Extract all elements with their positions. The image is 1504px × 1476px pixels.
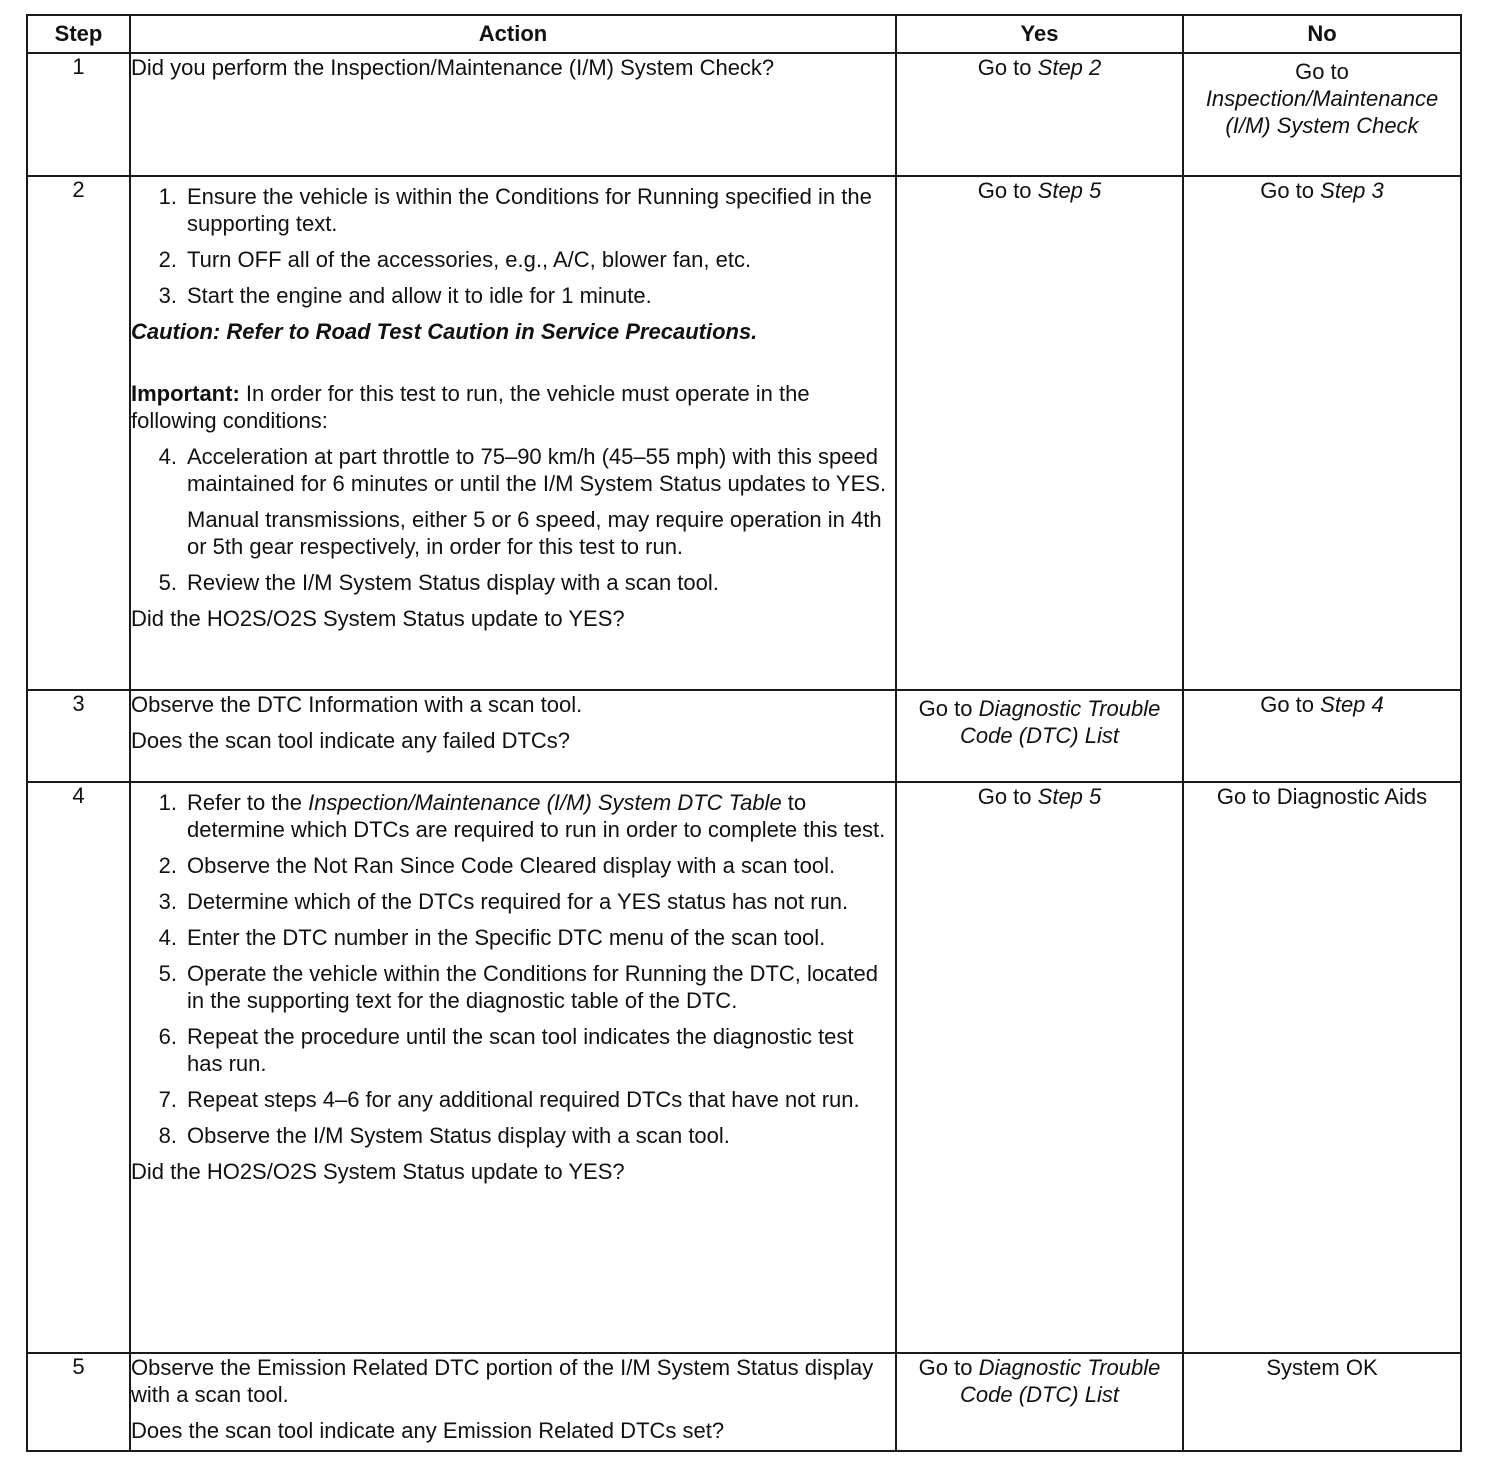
question-text: Did you perform the Inspection/Maintenance (I/M) System Check? xyxy=(131,55,775,80)
list-item: 2. Observe the Not Ran Since Code Cleared display with a scan tool. xyxy=(158,853,836,878)
table-row-step-4 xyxy=(27,782,1461,1353)
step-number: 3 xyxy=(27,690,130,782)
yes-link[interactable]: Step 5 xyxy=(1037,178,1102,203)
question-text: Did the HO2S/O2S System Status update to YES? xyxy=(131,1159,625,1184)
procedure-list xyxy=(131,789,895,1149)
instruction-text: Observe the DTC Information with a scan tool. xyxy=(131,692,583,717)
list-item: 2. Turn OFF all of the accessories, e.g., A/C, blower fan, etc. xyxy=(158,247,752,272)
yes-link[interactable]: Step 5 xyxy=(1037,784,1102,809)
dtc-table-link[interactable]: Inspection/Maintenance (I/M) System DTC Table xyxy=(308,790,782,815)
yes-link[interactable]: Diagnostic Trouble Code (DTC) List xyxy=(960,1355,1161,1407)
no-link[interactable]: Step 4 xyxy=(1320,692,1384,717)
action-cell xyxy=(130,176,896,690)
list-item: 5. Review the I/M System Status display with a scan tool. xyxy=(158,570,719,595)
important-note: Important: In order for this test to run, the vehicle must operate in the following conditions: xyxy=(131,381,810,433)
no-prefix: Go to xyxy=(1260,178,1315,203)
list-item: 1. Ensure the vehicle is within the Conditions for Running specified in the supporting text. xyxy=(158,184,872,236)
list-item: 7. Repeat steps 4–6 for any additional required DTCs that have not run. xyxy=(158,1087,860,1112)
no-cell xyxy=(1183,690,1461,782)
header-action: Action xyxy=(130,15,896,53)
list-item: 5. Operate the vehicle within the Conditions for Running the DTC, located in the supporting text for the diagnostic table of the DTC. xyxy=(158,961,878,1013)
question-text: Did the HO2S/O2S System Status update to YES? xyxy=(131,606,625,631)
no-link[interactable]: Go to Diagnostic Aids xyxy=(1216,784,1428,809)
no-cell xyxy=(1183,782,1461,1353)
table-row-step-5 xyxy=(27,1353,1461,1451)
table-row-step-1 xyxy=(27,53,1461,176)
list-item: 3. Determine which of the DTCs required for a YES status has not run. xyxy=(158,889,849,914)
header-no: No xyxy=(1183,15,1461,53)
caution-text: Caution: Refer to Road Test Caution in Service Precautions. xyxy=(131,319,758,344)
no-link[interactable]: Inspection/Maintenance (I/M) System Check xyxy=(1205,86,1439,138)
list-item: 4. Acceleration at part throttle to 75–90 km/h (45–55 mph) with this speed maintained for 6 minutes or until the I/M System Status updates to YES. Manual transmissions, either 5 or 6 speed, may require operation in 4th or 5th gear respectively, in order for this test to run. xyxy=(131,443,895,560)
list-item: 4. Enter the DTC number in the Specific DTC menu of the scan tool. xyxy=(158,925,826,950)
yes-link[interactable]: Step 2 xyxy=(1037,55,1102,80)
diagnostic-table xyxy=(26,14,1462,1452)
no-link[interactable]: Step 3 xyxy=(1320,178,1384,203)
action-cell xyxy=(130,690,896,782)
yes-prefix: Go to xyxy=(977,55,1032,80)
list-item: 6. Repeat the procedure until the scan tool indicates the diagnostic test has run. xyxy=(158,1024,854,1076)
procedure-list xyxy=(131,183,895,309)
table-row-step-3 xyxy=(27,690,1461,782)
question-text: Does the scan tool indicate any Emission Related DTCs set? xyxy=(131,1418,725,1443)
list-item: 8. Observe the I/M System Status display with a scan tool. xyxy=(158,1123,730,1148)
header-row xyxy=(27,15,1461,53)
table-row-step-2 xyxy=(27,176,1461,690)
step-number: 4 xyxy=(27,782,130,1353)
step-number: 5 xyxy=(27,1353,130,1451)
question-text: Does the scan tool indicate any failed DTCs? xyxy=(131,728,571,753)
step-number: 2 xyxy=(27,176,130,690)
yes-cell xyxy=(896,176,1183,690)
yes-prefix: Go to xyxy=(977,178,1032,203)
no-cell xyxy=(1183,1353,1461,1451)
no-cell xyxy=(1183,53,1461,176)
no-prefix: Go to xyxy=(1260,692,1315,717)
action-cell xyxy=(130,1353,896,1451)
yes-cell xyxy=(896,782,1183,1353)
header-yes: Yes xyxy=(896,15,1183,53)
yes-prefix: Go to xyxy=(977,784,1032,809)
list-item-subtext: Manual transmissions, either 5 or 6 speed, may require operation in 4th or 5th gear respectively, in order for this test to run. xyxy=(187,507,882,559)
no-cell xyxy=(1183,176,1461,690)
instruction-text: Observe the Emission Related DTC portion of the I/M System Status display with a scan tool. xyxy=(131,1355,874,1407)
yes-link[interactable]: Diagnostic Trouble Code (DTC) List xyxy=(960,696,1161,748)
yes-prefix: Go to xyxy=(918,1355,973,1380)
action-cell xyxy=(130,53,896,176)
procedure-list xyxy=(131,443,895,596)
list-item: 1. Refer to the Inspection/Maintenance (I/M) System DTC Table to determine which DTCs are required to run in order to complete this test. xyxy=(158,790,886,842)
no-prefix: Go to xyxy=(1295,59,1349,84)
step-number: 1 xyxy=(27,53,130,176)
list-item: 3. Start the engine and allow it to idle for 1 minute. xyxy=(158,283,652,308)
no-result: System OK xyxy=(1266,1355,1378,1380)
yes-cell xyxy=(896,690,1183,782)
yes-cell xyxy=(896,1353,1183,1451)
action-cell xyxy=(130,782,896,1353)
header-step: Step xyxy=(27,15,130,53)
yes-prefix: Go to xyxy=(918,696,973,721)
yes-cell xyxy=(896,53,1183,176)
